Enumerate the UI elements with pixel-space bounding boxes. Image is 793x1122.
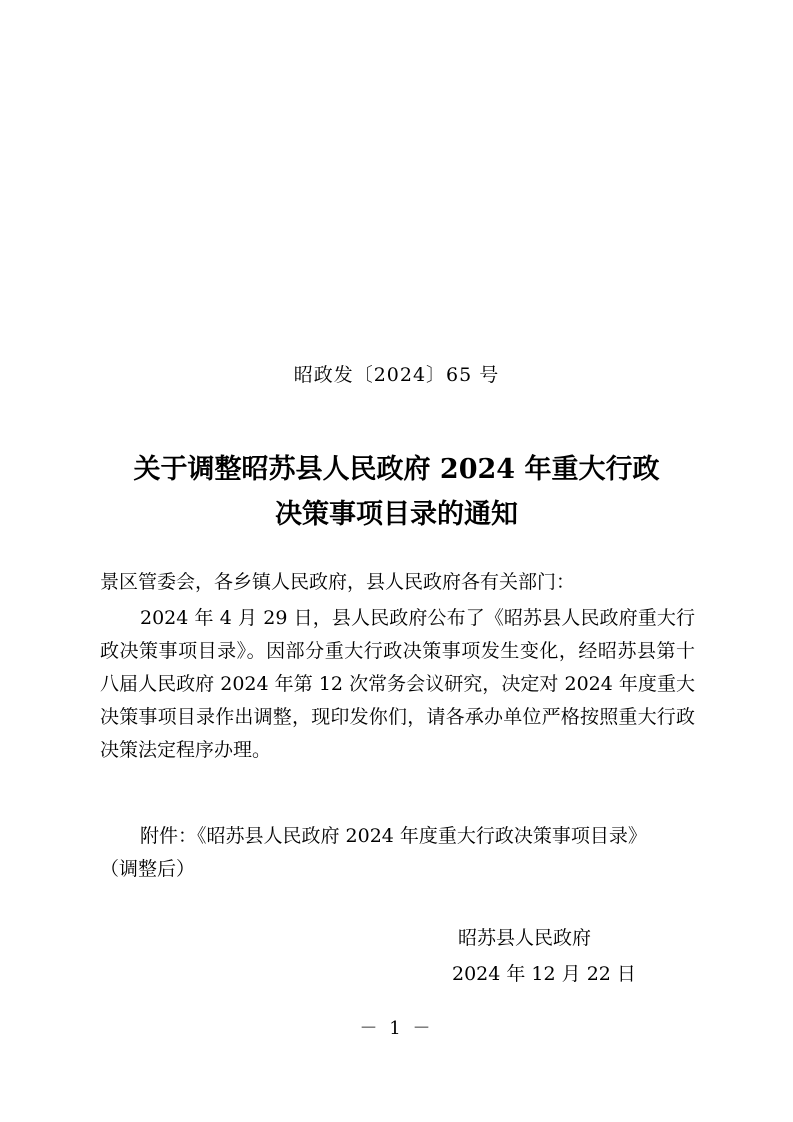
body-paragraph: 2024 年 4 月 29 日，县人民政府公布了《昭苏县人民政府重大行政决策事项目录》。因部分重大行政决策事项发生变化，经昭苏县第十八届人民政府 2024 年第 12 次常务会议研究，决定对 2024 年度重大决策事项目录作出调整，现印发你们，请各承办单位严格按照重大行政决策法定程序办理。 bbox=[100, 607, 695, 761]
page-number: － 1 － bbox=[359, 1018, 434, 1039]
document-number: 昭政发〔2024〕65 号 bbox=[293, 364, 500, 386]
salutation: 景区管委会，各乡镇人民政府，县人民政府各有关部门： bbox=[100, 571, 576, 593]
title-line-1: 关于调整昭苏县人民政府 2024 年重大行政 bbox=[133, 454, 660, 485]
title-line-2: 决策事项目录的通知 bbox=[275, 499, 518, 530]
signature-date: 2024 年 12 月 22 日 bbox=[452, 963, 636, 985]
attachment bbox=[100, 820, 695, 886]
attachment-title: 附件：《昭苏县人民政府 2024 年度重大行政决策事项目录》 bbox=[140, 825, 647, 847]
signature-block bbox=[452, 920, 636, 992]
signature-organization: 昭苏县人民政府 bbox=[458, 927, 592, 949]
document-title bbox=[0, 447, 793, 537]
attachment-note: （调整后） bbox=[100, 858, 196, 880]
